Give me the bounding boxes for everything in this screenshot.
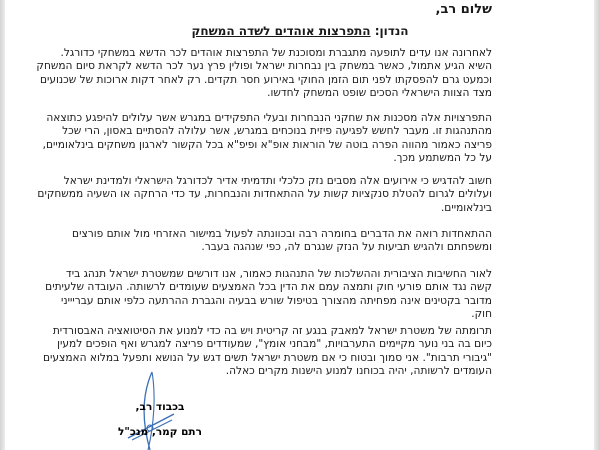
paragraph-line: פריצה כאמור מהווה הפרה בוטה של הוראות אופ"א ופיפ"א בכל הקשור לארגון משחקים בינלאומיים, bbox=[42, 138, 492, 151]
subject-label: הנדון: bbox=[374, 24, 409, 38]
paragraph-line: חוק. bbox=[471, 308, 492, 321]
paragraph-line: חשוב להדגיש כי אירועים אלה מסבים נזק כלכלי ותדמיתי אדיר לכדורגל הישראלי ולמדינת ישראל bbox=[63, 175, 492, 187]
paragraph-line: השיא הגיע אתמול, כאשר במשחק בין נבחרות ישראל ופולין פרץ נער לכר הדשא לקראת סיום המשחק bbox=[36, 60, 492, 73]
paragraph-line: "גיבורי תרבות". אני סמוך ובטוח כי אם משטרת ישראל תשים דגש על הנושא ותפעל במלוא האמצעים bbox=[43, 351, 492, 364]
paragraph-line: העומדים לרשותה, יהיה בכוחנו למנוע הישנות מקרים כאלה. bbox=[225, 365, 492, 378]
paragraph-line: על כל המשתמע מכך. bbox=[393, 152, 492, 165]
paragraph-line: ועלולים לגרום להטלת סנקציות קשות על ההתאחדות והנבחרות, עד כדי הרחקה או השעיה ממשחקים bbox=[37, 188, 492, 201]
paragraph-line: מצד הצוות הישראלי הסכים שופט המשחק לחדשו. bbox=[267, 87, 492, 100]
paragraph-line: מהתנהגות זו. מעבר לחשש לפגיעה פיזית בנוכחים במגרש, אשר עלולה להסתיים באסון, הרי שכל bbox=[62, 125, 492, 138]
signature-block bbox=[100, 395, 220, 445]
subject-line bbox=[8, 24, 592, 38]
closing: בכבוד רב, bbox=[135, 401, 185, 413]
paragraph-line: ומשפחתם ולהגיש תביעות על הנזק שנגרם לה, כפי שנהגה בעבר. bbox=[201, 241, 492, 254]
paragraph-2 bbox=[42, 112, 492, 166]
letter-page bbox=[8, 0, 592, 450]
greeting: שלום רב, bbox=[435, 2, 492, 17]
paragraph-line: התפרצויות אלה מסכנות את שחקני הנבחרות ובעלי התפקידים במגרש אשר עלולים להיפגע כתוצאה bbox=[46, 112, 492, 124]
paragraph-3 bbox=[37, 175, 492, 215]
signatory: רתם קמר, מנכ"ל bbox=[118, 426, 202, 438]
page-edge-right bbox=[594, 0, 600, 450]
page-edge-left bbox=[0, 0, 5, 450]
paragraph-line: לאור החשיבות הציבורית וההשלכות של התנהגות כאמור, אנו דורשים שמשטרת ישראל תנהג ביד bbox=[65, 268, 492, 280]
paragraph-4 bbox=[52, 228, 492, 255]
paragraph-line: תרומתה של משטרת ישראל למאבק בנגע זה קריטית ויש בה כדי למנוע את הסיטואציה האבסורדית bbox=[52, 325, 492, 337]
paragraph-line: ההתאחדות רואה את הדברים בחומרה רבה ובכוונתה לפעול במישור האזרחי מול אותם פורצים bbox=[72, 228, 492, 240]
paragraph-line: מדובר בקטינים אינה מפחיתה מהצורך בטיפול שורש בבעיה והגברת ההרתעה כלפי אותם עבריייני bbox=[61, 294, 492, 307]
paragraph-line: בינלאומיים. bbox=[440, 201, 492, 214]
paragraph-line: וכמעט גרם להפסקתו לפני תום הזמן החוקי באירוע חסר תקדים. רק לאחר דקות ארוכות של שכנועים bbox=[40, 73, 492, 86]
paragraph-line: קשה נגד אותם פורעי חוק ותמצה עמם את הדין בכל האמצעים שעומדים לרשותה. העובדה שלעיתים bbox=[45, 281, 492, 294]
subject-topic: התפרצות אוהדים לשדה המשחק bbox=[191, 24, 371, 38]
paragraph-line: כיום בה בני נוער מקיימים התערבויות, "מבחני אומץ", שמעודדים פריצה למגרש ואף הופכים למעין bbox=[57, 338, 492, 351]
paragraph-1 bbox=[36, 47, 492, 101]
paragraph-line: לאחרונה אנו עדים לתופעה מתגברת ומסוכנת של התפרצות אוהדים לכר הדשא במשחקי כדורגל. bbox=[60, 47, 492, 59]
paragraph-5 bbox=[45, 268, 492, 322]
